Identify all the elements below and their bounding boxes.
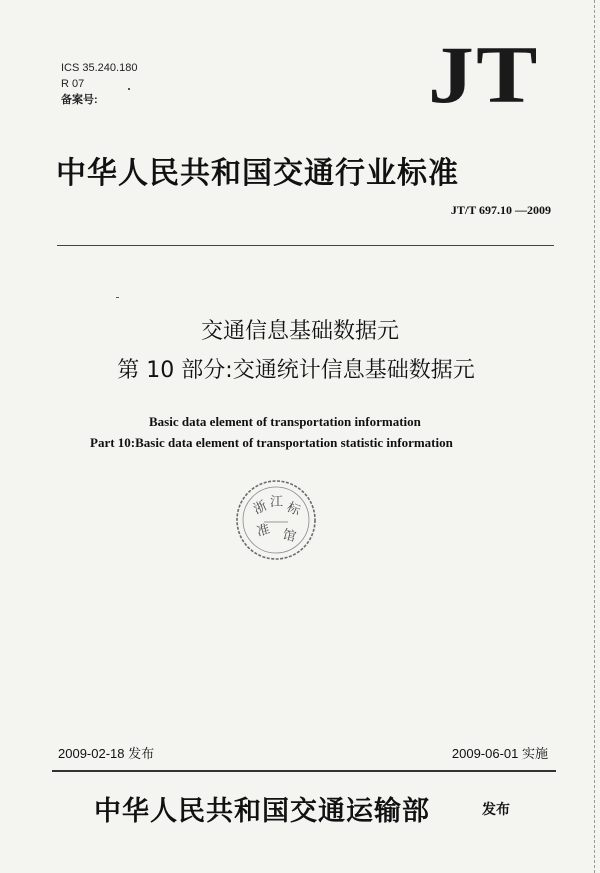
issue-date: 2009-02-18 发布 xyxy=(58,746,155,761)
svg-text:标: 标 xyxy=(284,500,303,520)
header-divider xyxy=(57,245,554,246)
record-number-label: 备案号: xyxy=(61,94,98,106)
standard-code: JT/T 697.10 —2009 xyxy=(450,203,551,217)
svg-text:浙: 浙 xyxy=(251,498,270,518)
ics-code: ICS 35.240.180 xyxy=(61,62,138,74)
standard-title: 中华人民共和国交通行业标准 xyxy=(56,156,459,191)
category-code: R 07 xyxy=(61,78,85,90)
issue-label: 发布 xyxy=(482,802,510,818)
issuing-authority: 中华人民共和国交通运输部 xyxy=(94,796,430,827)
scan-edge-line xyxy=(594,0,596,873)
svg-text:馆: 馆 xyxy=(280,527,298,546)
english-title-line-2: Part 10:Basic data element of transportation statistic information xyxy=(90,435,453,450)
chinese-title-line-1: 交通信息基础数据元 xyxy=(200,319,399,344)
library-seal-stamp xyxy=(234,478,318,562)
implementation-date: 2009-06-01 实施 xyxy=(451,746,548,761)
classification-block xyxy=(61,60,137,108)
svg-text:江: 江 xyxy=(270,495,284,510)
jt-logo: JT xyxy=(428,29,540,120)
scan-speck xyxy=(128,88,130,90)
chinese-title-line-2: 第 10 部分:交通统计信息基础数据元 xyxy=(117,358,475,383)
footer-divider xyxy=(52,770,556,772)
scan-speck xyxy=(116,297,119,298)
svg-text:准: 准 xyxy=(255,522,272,540)
english-title-line-1: Basic data element of transportation information xyxy=(149,414,421,429)
